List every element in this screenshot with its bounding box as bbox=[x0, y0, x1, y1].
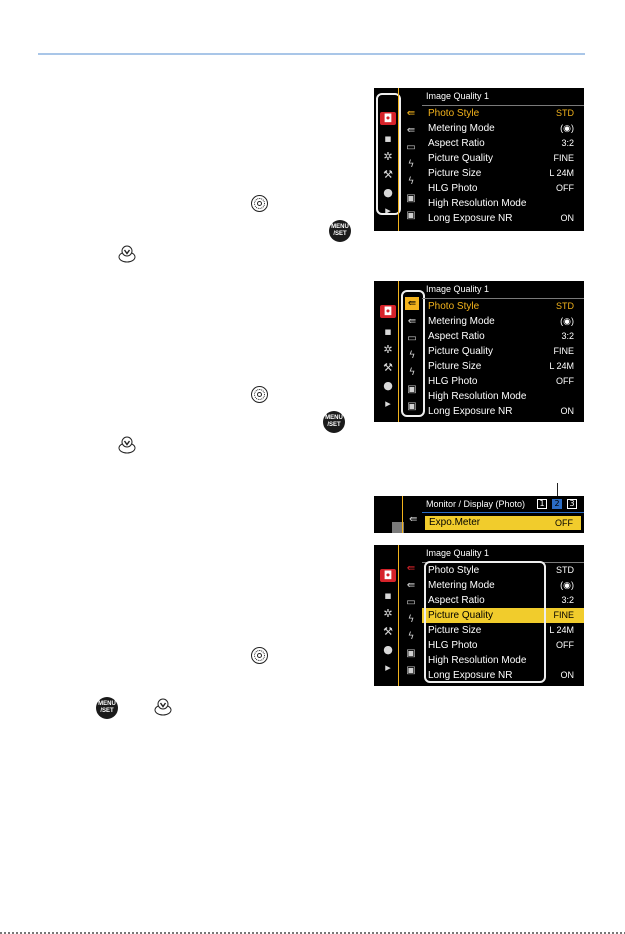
menu-item-long-exposure-nr[interactable]: Long Exposure NR ON bbox=[428, 406, 574, 417]
camera-menu-screenshot-3 bbox=[374, 496, 584, 533]
menu-item-hlg-photo[interactable]: HLG Photo OFF bbox=[428, 376, 574, 387]
menu-item-picture-quality[interactable]: Picture Quality FINE bbox=[428, 153, 574, 164]
menu-item-metering-mode[interactable]: Metering Mode (◉) bbox=[428, 580, 574, 591]
menu-item-picture-size[interactable]: Picture Size L 24M bbox=[428, 361, 574, 372]
menu-set-button-icon: MENU /SET bbox=[323, 411, 345, 433]
gear-tab-icon: ✲ bbox=[383, 343, 393, 356]
joystick-icon bbox=[153, 696, 173, 716]
menu-title: Image Quality 1 bbox=[422, 88, 584, 106]
playback-tab-icon: ▸ bbox=[385, 204, 391, 217]
menu-item-picture-quality[interactable]: Picture Quality FINE bbox=[428, 346, 574, 357]
subtab-icon: ▭ bbox=[407, 333, 417, 344]
menu-item-aspect-ratio[interactable]: Aspect Ratio 3:2 bbox=[428, 331, 574, 342]
subtab-icon: ▭ bbox=[406, 597, 416, 608]
menu-item-aspect-ratio[interactable]: Aspect Ratio 3:2 bbox=[428, 138, 574, 149]
menu-item-long-exposure-nr[interactable]: Long Exposure NR ON bbox=[428, 213, 574, 224]
video-tab-icon: ▪ bbox=[384, 325, 392, 338]
flash-subtab-icon: ϟ bbox=[407, 614, 415, 625]
menu-set-button-icon: MENU /SET bbox=[96, 697, 118, 719]
wrench-tab-icon: ⚒ bbox=[383, 625, 393, 638]
menu-tab-column bbox=[374, 545, 422, 686]
subtab-icon: ⇚ bbox=[407, 316, 417, 327]
menu-title: Image Quality 1 bbox=[422, 545, 584, 563]
flash-subtab-icon: ϟ bbox=[408, 367, 416, 378]
subtab-icon: ▣ bbox=[406, 665, 416, 676]
menu-item-picture-size[interactable]: Picture Size L 24M bbox=[428, 168, 574, 179]
item-list-selection-frame bbox=[424, 561, 546, 683]
menu-item-photo-style[interactable]: Photo Style STD bbox=[428, 301, 574, 312]
tab-divider-line bbox=[398, 545, 399, 686]
menu-item-high-resolution-mode[interactable]: High Resolution Mode bbox=[428, 655, 527, 666]
menu-item-long-exposure-nr[interactable]: Long Exposure NR ON bbox=[428, 670, 574, 681]
menu-tab-column bbox=[374, 281, 422, 422]
image-quality-subtab-icon: ⇚ bbox=[406, 563, 416, 574]
menu-item-high-resolution-mode[interactable]: High Resolution Mode bbox=[428, 391, 527, 402]
joystick-icon bbox=[117, 243, 137, 263]
camera-tab-icon: ◘ bbox=[380, 112, 396, 125]
tab-divider-line bbox=[402, 496, 403, 533]
subtab-icon: ⇚ bbox=[409, 514, 418, 525]
menu-item-picture-quality[interactable]: Picture Quality FINE bbox=[422, 608, 584, 623]
camera-menu-screenshot-1 bbox=[374, 88, 584, 231]
control-dial-icon bbox=[251, 647, 268, 664]
image-quality-subtab-icon: ⇚ bbox=[405, 297, 419, 310]
flash-subtab-icon: ϟ bbox=[407, 176, 415, 187]
menu-set-button-icon: MENU /SET bbox=[329, 220, 351, 242]
image-quality-subtab-icon: ⇚ bbox=[406, 108, 416, 119]
menu-item-photo-style[interactable]: Photo Style STD bbox=[428, 565, 574, 576]
joystick-icon bbox=[117, 434, 137, 454]
control-dial-icon bbox=[251, 386, 268, 403]
menu-item-list bbox=[422, 106, 584, 226]
subtab-icon: ▣ bbox=[406, 648, 416, 659]
user-tab-icon: ● bbox=[383, 186, 393, 199]
flash-subtab-icon: ϟ bbox=[407, 159, 415, 170]
menu-item-photo-style[interactable]: Photo Style STD bbox=[428, 108, 574, 119]
flash-subtab-icon: ϟ bbox=[407, 631, 415, 642]
user-tab-icon: ● bbox=[383, 643, 393, 656]
control-dial-icon bbox=[251, 195, 268, 212]
menu-item-metering-mode[interactable]: Metering Mode (◉) bbox=[428, 123, 574, 134]
playback-tab-icon: ▸ bbox=[385, 397, 391, 410]
subtab-icon: ▣ bbox=[407, 384, 417, 395]
menu-title: Image Quality 1 bbox=[422, 281, 584, 299]
user-tab-icon: ● bbox=[383, 379, 393, 392]
page-indicator-callout-line bbox=[557, 483, 558, 497]
camera-menu-screenshot-4 bbox=[374, 545, 584, 686]
video-tab-icon: ▪ bbox=[384, 589, 392, 602]
subtab-icon: ▣ bbox=[406, 210, 416, 221]
subtab-icon: ⇚ bbox=[406, 125, 416, 136]
playback-tab-icon: ▸ bbox=[385, 661, 391, 674]
tab-divider-line bbox=[398, 281, 399, 422]
menu-item-expo-meter[interactable]: Expo.Meter OFF bbox=[425, 516, 581, 530]
camera-menu-screenshot-2 bbox=[374, 281, 584, 422]
page-tab-1[interactable]: 1 bbox=[537, 499, 547, 509]
menu-item-hlg-photo[interactable]: HLG Photo OFF bbox=[428, 183, 574, 194]
wrench-tab-icon: ⚒ bbox=[383, 361, 393, 374]
video-tab-icon: ▪ bbox=[384, 132, 392, 145]
gear-tab-icon: ✲ bbox=[383, 150, 393, 163]
gear-tab-icon: ✲ bbox=[383, 607, 393, 620]
header-rule bbox=[38, 53, 585, 55]
subtab-icon: ▭ bbox=[406, 142, 416, 153]
menu-item-aspect-ratio[interactable]: Aspect Ratio 3:2 bbox=[428, 595, 574, 606]
subtab-icon: ▣ bbox=[407, 401, 417, 412]
menu-title: Monitor / Display (Photo) bbox=[422, 496, 584, 513]
menu-item-picture-size[interactable]: Picture Size L 24M bbox=[428, 625, 574, 636]
camera-tab-icon: ◘ bbox=[380, 569, 396, 582]
wrench-tab-icon: ⚒ bbox=[383, 168, 393, 181]
camera-tab-icon: ◘ bbox=[380, 305, 396, 318]
flash-subtab-icon: ϟ bbox=[408, 350, 416, 361]
menu-item-hlg-photo[interactable]: HLG Photo OFF bbox=[428, 640, 574, 651]
subtab-icon: ▣ bbox=[406, 193, 416, 204]
subtab-icon: ⇚ bbox=[406, 580, 416, 591]
tab-divider-line bbox=[398, 88, 399, 231]
menu-item-metering-mode[interactable]: Metering Mode (◉) bbox=[428, 316, 574, 327]
menu-tab-column bbox=[374, 88, 422, 231]
page-tab-2[interactable]: 2 bbox=[552, 499, 562, 509]
menu-item-list bbox=[422, 299, 584, 419]
page-tab-3[interactable]: 3 bbox=[567, 499, 577, 509]
menu-item-high-resolution-mode[interactable]: High Resolution Mode bbox=[428, 198, 527, 209]
